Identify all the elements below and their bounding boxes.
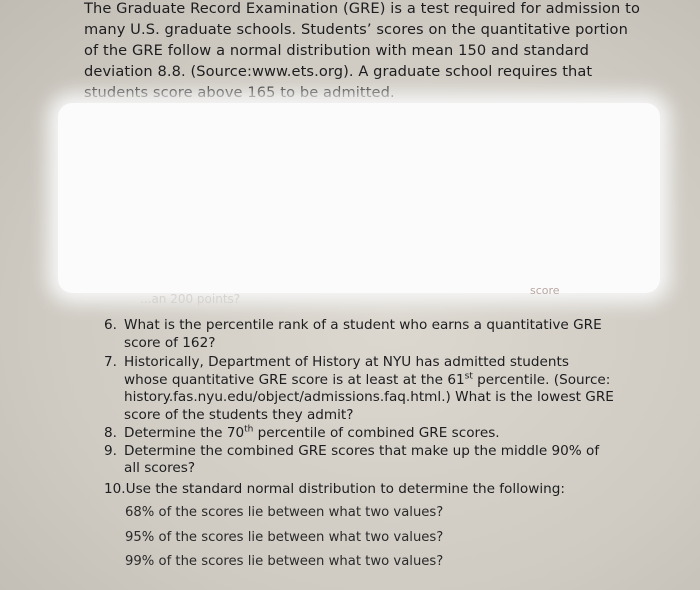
- question-number: 6.: [104, 317, 117, 333]
- question-text: [124, 425, 614, 443]
- question-6: [104, 317, 614, 352]
- redaction-patch: [58, 103, 660, 293]
- question-text: [124, 354, 614, 424]
- ordinal-suffix: th: [244, 424, 254, 435]
- question-text: What is the percentile rank of a student who earns a quantitative GRE score of 162?: [124, 317, 602, 351]
- question-number: 8.: [104, 425, 117, 441]
- question-10-item: 95% of the scores lie between what two values?: [125, 530, 444, 545]
- question-list: [104, 317, 614, 478]
- question-10-item: 99% of the scores lie between what two values?: [125, 554, 444, 569]
- question-text-part: percentile of combined GRE scores.: [253, 425, 500, 441]
- question-number: 9.: [104, 442, 117, 459]
- ordinal-suffix: st: [464, 370, 473, 381]
- problem-intro: [84, 0, 644, 103]
- question-number: 7.: [104, 354, 117, 370]
- question-text-part: Historically, Department of History at NYU has admitted students whose quantitative GRE score is at least at the 61: [124, 354, 569, 388]
- question-10-item: 68% of the scores lie between what two values?: [125, 505, 444, 520]
- faint-text-left: ...an 200 points?: [140, 292, 241, 306]
- question-7: [104, 354, 614, 424]
- intro-paragraph: The Graduate Record Examination (GRE) is a test required for admission to many U.S. graduate schools. Students’ scores on the quantitative portion of the GRE follow a normal distribution with mean 150 and standard deviation 8.8. (Source:www.ets.org). A graduate school requires that students score above 165 to be admitted.: [84, 0, 640, 101]
- question-text: Determine the combined GRE scores that make up the middle 90% of all scores?: [124, 442, 600, 476]
- question-8: [104, 425, 614, 443]
- faint-text-right: score: [530, 284, 560, 297]
- question-text-part: percentile. (Source: history.fas.nyu.edu/object/admissions.faq.html.) What is the lowest GRE score of the students they admit?: [124, 371, 614, 423]
- question-9: [104, 443, 614, 478]
- question-text-part: Determine the 70: [124, 425, 245, 441]
- question-10: 10.Use the standard normal distribution to determine the following:: [104, 481, 565, 497]
